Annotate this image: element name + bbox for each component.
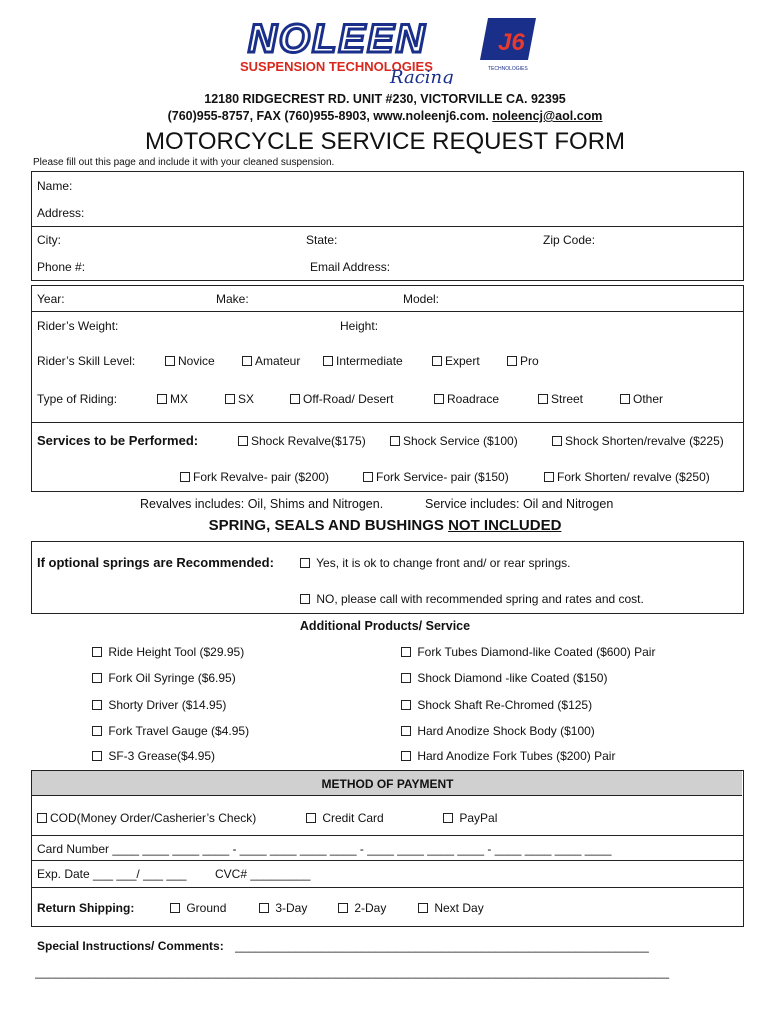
checkbox-icon[interactable] [538,394,548,404]
product-shock-dlc[interactable]: Shock Diamond -like Coated ($150) [401,671,607,685]
skill-expert[interactable]: Expert [432,354,480,368]
checkbox-icon[interactable] [363,472,373,482]
checkbox-icon[interactable] [390,436,400,446]
vehicle-section [31,285,744,492]
checkbox-icon[interactable] [242,356,252,366]
checkbox-icon[interactable] [401,726,411,736]
shipping-label: Return Shipping: [37,901,135,915]
checkbox-icon[interactable] [300,558,310,568]
checkbox-icon[interactable] [238,436,248,446]
logo-sub1: SUSPENSION TECHNOLOGIES [240,59,433,74]
service-shock-service[interactable]: Shock Service ($100) [390,434,518,448]
product-anodize-shock[interactable]: Hard Anodize Shock Body ($100) [401,724,595,738]
services-label: Services to be Performed: [37,433,199,448]
checkbox-icon[interactable] [92,700,102,710]
checkbox-icon[interactable] [443,813,453,823]
riding-roadrace[interactable]: Roadrace [434,392,499,406]
revalves-note: Revalves includes: Oil, Shims and Nitrogen. [140,497,384,511]
company-address: 12180 RIDGECREST RD. UNIT #230, VICTORVILLE CA. 92395 [204,92,566,106]
service-fork-revalve[interactable]: Fork Revalve- pair ($200) [180,470,329,484]
product-shock-shaft[interactable]: Shock Shaft Re-Chromed ($125) [401,698,592,712]
checkbox-icon[interactable] [544,472,554,482]
skill-amateur[interactable]: Amateur [242,354,300,368]
riding-sx[interactable]: SX [225,392,254,406]
weight-field[interactable]: Rider’s Weight: [37,319,119,333]
logo-small: TECHNOLOGIES [488,66,528,72]
service-fork-shorten[interactable]: Fork Shorten/ revalve ($250) [544,470,710,484]
checkbox-icon[interactable] [620,394,630,404]
skill-novice[interactable]: Novice [165,354,215,368]
state-field[interactable]: State: [306,233,338,247]
checkbox-icon[interactable] [290,394,300,404]
checkbox-icon[interactable] [92,751,102,761]
checkbox-icon[interactable] [507,356,517,366]
card-number-field[interactable]: Card Number ____ ____ ____ ____ - ____ ____ ____ ____ - ____ ____ ____ ____ - ____ ____ ____ ____ [37,842,612,856]
checkbox-icon[interactable] [259,903,269,913]
height-field[interactable]: Height: [340,319,379,333]
email-link[interactable]: noleencj@aol.com [492,109,603,123]
product-fork-travel-gauge[interactable]: Fork Travel Gauge ($4.95) [92,724,249,738]
checkbox-icon[interactable] [432,356,442,366]
checkbox-icon[interactable] [92,647,102,657]
logo-graphic [240,14,540,84]
payment-paypal[interactable]: PayPal [443,811,497,825]
email-field[interactable]: Email Address: [310,260,391,274]
springs-label: If optional springs are Recommended: [37,555,274,570]
make-field[interactable]: Make: [216,292,249,306]
riding-mx[interactable]: MX [157,392,188,406]
company-contact [0,109,770,123]
checkbox-icon[interactable] [306,813,316,823]
checkbox-icon[interactable] [92,726,102,736]
cvc-field[interactable]: CVC# _________ [215,867,311,881]
product-ride-height-tool[interactable]: Ride Height Tool ($29.95) [92,645,244,659]
checkbox-icon[interactable] [225,394,235,404]
product-shorty-driver[interactable]: Shorty Driver ($14.95) [92,698,226,712]
checkbox-icon[interactable] [338,903,348,913]
payment-cod[interactable]: COD(Money Order/Casherier’s Check) [37,811,256,825]
service-note: Service includes: Oil and Nitrogen [425,497,614,511]
shipping-ground[interactable]: Ground [170,901,226,915]
checkbox-icon[interactable] [323,356,333,366]
instruction-text: Please fill out this page and include it with your cleaned suspension. [33,157,335,168]
model-field[interactable]: Model: [403,292,440,306]
page-title: MOTORCYCLE SERVICE REQUEST FORM [144,128,626,155]
payment-credit-card[interactable]: Credit Card [306,811,384,825]
product-fork-tubes-dlc[interactable]: Fork Tubes Diamond-like Coated ($600) Pair [401,645,655,659]
checkbox-icon[interactable] [401,751,411,761]
checkbox-icon[interactable] [92,673,102,683]
riding-street[interactable]: Street [538,392,583,406]
logo-sub2: Racing [390,67,454,84]
logo-text: NOLEEN [248,17,427,61]
springs-yes[interactable]: Yes, it is ok to change front and/ or rear springs. [300,556,571,570]
comments-line-1[interactable]: ______________________________________________________________ [235,939,649,953]
checkbox-icon[interactable] [401,700,411,710]
logo-badge: J6 [498,29,525,56]
contact-prefix: (760)955-8757, FAX (760)955-8903, www.noleenj6.com. [167,109,493,123]
checkbox-icon[interactable] [170,903,180,913]
service-shock-revalve[interactable]: Shock Revalve($175) [238,434,366,448]
skill-pro[interactable]: Pro [507,354,539,368]
address-field[interactable]: Address: [37,206,85,220]
checkbox-icon[interactable] [401,673,411,683]
checkbox-icon[interactable] [418,903,428,913]
riding-other[interactable]: Other [620,392,663,406]
zip-field[interactable]: Zip Code: [543,233,596,247]
additional-title: Additional Products/ Service [299,619,471,633]
skill-intermediate[interactable]: Intermediate [323,354,403,368]
riding-offroad[interactable]: Off-Road/ Desert [290,392,393,406]
exp-date-field[interactable]: Exp. Date ___ ___/ ___ ___ [37,867,187,881]
service-shock-shorten[interactable]: Shock Shorten/revalve ($225) [552,434,724,448]
not-included-note: SPRING, SEALS AND BUSHINGS NOT INCLUDED [208,517,562,534]
product-sf3-grease[interactable]: SF-3 Grease($4.95) [92,749,215,763]
checkbox-icon[interactable] [165,356,175,366]
city-field[interactable]: City: [37,233,61,247]
checkbox-icon[interactable] [157,394,167,404]
shipping-next-day[interactable]: Next Day [418,901,484,915]
year-field[interactable]: Year: [37,292,65,306]
checkbox-icon[interactable] [434,394,444,404]
checkbox-icon[interactable] [300,594,310,604]
riding-label: Type of Riding: [37,392,118,406]
checkbox-icon[interactable] [37,813,47,823]
name-field[interactable]: Name: [37,179,73,193]
product-fork-oil-syringe[interactable]: Fork Oil Syringe ($6.95) [92,671,236,685]
product-anodize-fork[interactable]: Hard Anodize Fork Tubes ($200) Pair [401,749,615,763]
phone-field[interactable]: Phone #: [37,260,86,274]
noleen-logo [240,14,540,84]
springs-no[interactable]: NO, please call with recommended spring and rates and cost. [300,592,644,606]
skill-label: Rider’s Skill Level: [37,354,136,368]
checkbox-icon[interactable] [401,647,411,657]
payment-title: METHOD OF PAYMENT [321,777,454,791]
shipping-2day[interactable]: 2-Day [338,901,386,915]
checkbox-icon[interactable] [180,472,190,482]
shipping-3day[interactable]: 3-Day [259,901,307,915]
comments-line-2[interactable]: _______________________________________________________________________________________________ [35,965,670,979]
comments-label: Special Instructions/ Comments: [37,939,224,953]
checkbox-icon[interactable] [552,436,562,446]
service-fork-service[interactable]: Fork Service- pair ($150) [363,470,509,484]
